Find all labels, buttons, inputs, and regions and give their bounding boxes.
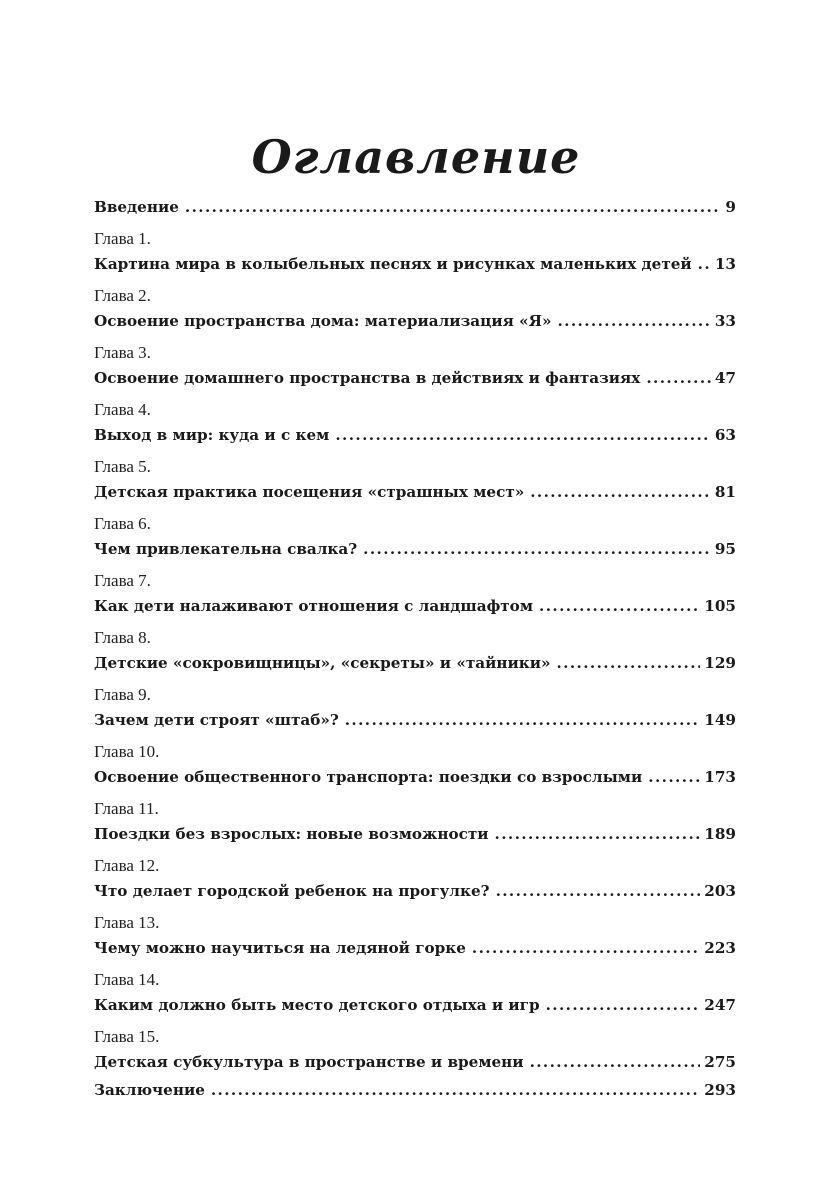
toc-line [94,364,736,392]
toc-line [94,1048,736,1076]
toc-entry[interactable] [94,627,736,677]
page-number: 9 [725,198,736,216]
toc-line [94,820,736,848]
chapter-number: Глава 15. [94,1027,160,1046]
chapter-title: Освоение домашнего пространства в действиях и фантазиях [94,369,641,387]
chapter-number: Глава 14. [94,970,160,989]
page-number: 203 [704,882,736,900]
toc-entry[interactable] [94,741,736,791]
page-number: 293 [704,1081,736,1099]
chapter-number: Глава 13. [94,913,160,932]
toc-entry[interactable] [94,969,736,1019]
chapter-title: Зачем дети строят «штаб»? [94,711,339,729]
page-number: 189 [704,825,736,843]
toc-line [94,592,736,620]
toc-line [94,763,736,791]
dot-leader [363,535,711,563]
chapter-title: Чем привлекательна свалка? [94,540,358,558]
page-number: 247 [704,996,736,1014]
page-number: 63 [714,426,736,444]
toc-entry[interactable] [94,684,736,734]
dot-leader [539,592,700,620]
chapter-title: Поездки без взрослых: новые возможности [94,825,489,843]
dot-leader [557,307,710,335]
page-number: 81 [714,483,736,501]
chapter-number: Глава 5. [94,457,151,476]
chapter-number: Глава 6. [94,514,151,533]
toc-line [94,649,736,677]
toc-line [94,991,736,1019]
page-number: 105 [704,597,736,615]
page-title: Оглавление [251,130,581,184]
page-number: 13 [714,255,736,273]
toc-entry[interactable] [94,193,736,221]
toc-line [94,250,736,278]
toc-entry[interactable] [94,285,736,335]
chapter-number: Глава 9. [94,685,151,704]
chapter-title: Чему можно научиться на ледяной горке [94,939,466,957]
chapter-title: Освоение пространства дома: материализация «Я» [94,312,552,330]
dot-leader [496,877,701,905]
toc-entry[interactable] [94,228,736,278]
page-number: 129 [704,654,736,672]
chapter-title: Заключение [94,1081,205,1099]
toc-line [94,478,736,506]
dot-leader [185,193,722,221]
chapter-title: Что делает городской ребенок на прогулке? [94,882,490,900]
toc-entry[interactable] [94,1026,736,1076]
page-number: 47 [714,369,736,387]
page-number: 149 [704,711,736,729]
dot-leader [335,421,711,449]
toc-line [94,877,736,905]
toc-line [94,1076,736,1104]
chapter-title: Освоение общественного транспорта: поездки со взрослыми [94,768,643,786]
dot-leader [648,763,700,791]
toc-entry[interactable] [94,342,736,392]
chapter-title: Введение [94,198,179,216]
toc-line [94,307,736,335]
toc-entry[interactable] [94,456,736,506]
dot-leader [495,820,701,848]
page-number: 173 [704,768,736,786]
dot-leader [530,1048,701,1076]
page-number: 275 [704,1053,736,1071]
chapter-title: Как дети налаживают отношения с ландшафтом [94,597,534,615]
chapter-number: Глава 1. [94,229,151,248]
dot-leader [211,1076,700,1104]
chapter-number: Глава 7. [94,571,151,590]
dot-leader [530,478,711,506]
chapter-number: Глава 2. [94,286,151,305]
chapter-title: Детская практика посещения «страшных мест» [94,483,525,501]
dot-leader [345,706,701,734]
chapter-title: Детская субкультура в пространстве и времени [94,1053,524,1071]
toc-entry[interactable] [94,855,736,905]
chapter-number: Глава 8. [94,628,151,647]
toc-entry[interactable] [94,513,736,563]
page-number: 95 [714,540,736,558]
toc-entry[interactable] [94,570,736,620]
toc-line [94,934,736,962]
dot-leader [472,934,700,962]
chapter-title: Детские «сокровищницы», «секреты» и «тайники» [94,654,551,672]
chapter-number: Глава 10. [94,742,160,761]
dot-leader [646,364,711,392]
toc-line [94,535,736,563]
page-number: 223 [704,939,736,957]
table-of-contents [94,193,736,1104]
toc-entry[interactable] [94,1076,736,1104]
page-number: 33 [714,312,736,330]
toc-line [94,706,736,734]
toc-line [94,193,736,221]
toc-entry[interactable] [94,912,736,962]
toc-entry[interactable] [94,798,736,848]
chapter-title: Картина мира в колыбельных песнях и рисунках маленьких детей [94,255,692,273]
dot-leader [698,250,711,278]
chapter-number: Глава 11. [94,799,159,818]
chapter-number: Глава 4. [94,400,151,419]
toc-line [94,421,736,449]
chapter-title: Выход в мир: куда и с кем [94,426,330,444]
chapter-number: Глава 3. [94,343,151,362]
chapter-number: Глава 12. [94,856,160,875]
toc-entry[interactable] [94,399,736,449]
dot-leader [556,649,700,677]
chapter-title: Каким должно быть место детского отдыха и игр [94,996,540,1014]
dot-leader [546,991,701,1019]
